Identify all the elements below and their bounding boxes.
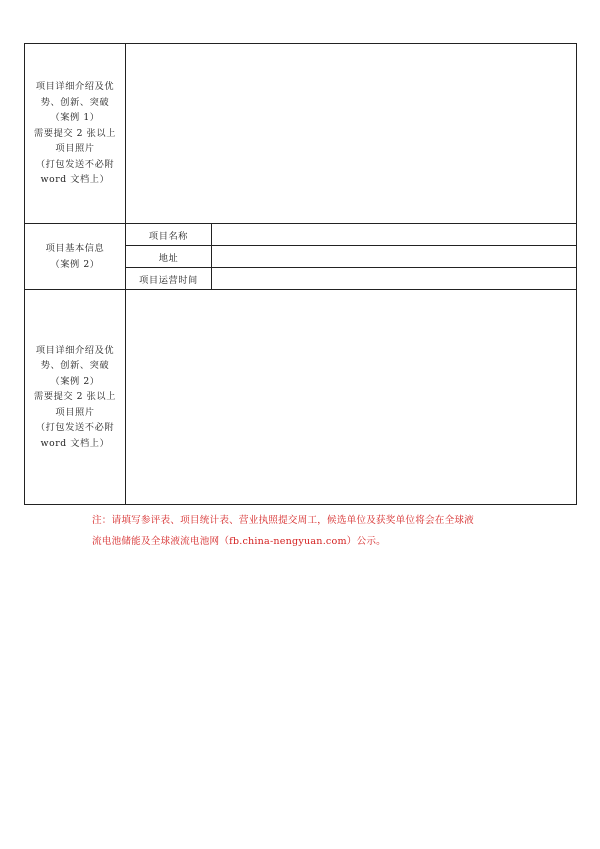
case1-label: 项目详细介绍及优 势、创新、突破 （案例 1） 需要提交 2 张以上 项目照片 （打包发送不必附 word 文档上） bbox=[25, 44, 126, 224]
note-line-1: 注：请填写参评表、项目统计表、营业执照提交周工，候选单位及获奖单位将会在全球液 bbox=[92, 515, 474, 526]
address-field[interactable] bbox=[212, 246, 577, 268]
submission-note bbox=[92, 510, 532, 552]
basic-info-row-name bbox=[25, 224, 577, 246]
case2-label: 项目详细介绍及优 势、创新、突破 （案例 2） 需要提交 2 张以上 项目照片 （打包发送不必附 word 文档上） bbox=[25, 290, 126, 505]
basic-info-label: 项目基本信息 （案例 2） bbox=[25, 224, 126, 290]
project-name-label: 项目名称 bbox=[126, 224, 212, 246]
case2-content-cell[interactable] bbox=[126, 290, 577, 505]
case2-row bbox=[25, 290, 577, 505]
project-form-table bbox=[24, 43, 577, 505]
operation-time-field[interactable] bbox=[212, 268, 577, 290]
project-name-field[interactable] bbox=[212, 224, 577, 246]
note-line-2: 流电池储能及全球液流电池网（fb.china-nengyuan.com）公示。 bbox=[92, 536, 386, 547]
address-label: 地址 bbox=[126, 246, 212, 268]
case1-row bbox=[25, 44, 577, 224]
case1-content-cell[interactable] bbox=[126, 44, 577, 224]
operation-time-label: 项目运营时间 bbox=[126, 268, 212, 290]
